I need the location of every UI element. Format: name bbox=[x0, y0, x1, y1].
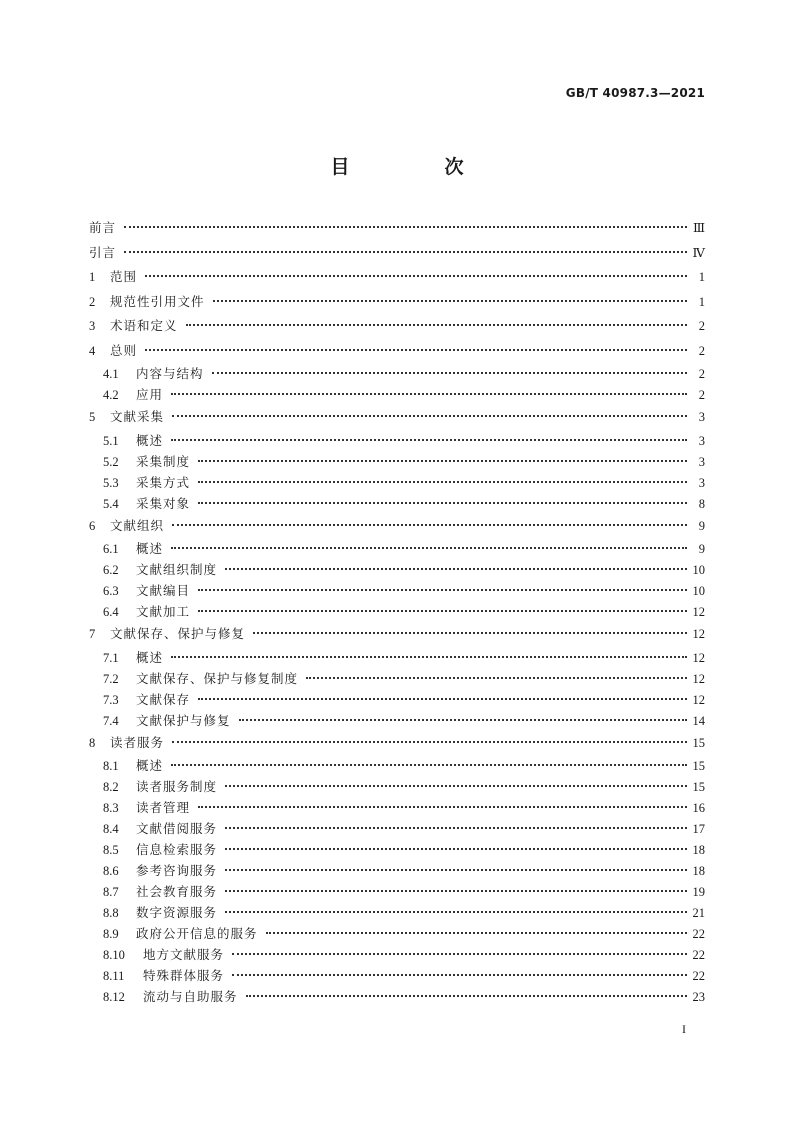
toc-entry[interactable] bbox=[89, 514, 705, 539]
toc-entry[interactable] bbox=[89, 797, 705, 818]
toc-dot-leader bbox=[145, 348, 687, 351]
toc-entry-page: 1 bbox=[698, 294, 705, 309]
toc-dot-leader bbox=[171, 392, 687, 395]
toc-dot-leader bbox=[198, 609, 687, 612]
toc-entry[interactable] bbox=[89, 776, 705, 797]
toc-entry-number: 3 bbox=[89, 319, 96, 333]
toc-entry-page: 2 bbox=[698, 319, 705, 333]
toc-entry-number: 6.1 bbox=[103, 542, 119, 556]
toc-dot-leader bbox=[124, 250, 687, 253]
toc-entry-number: 7.4 bbox=[103, 713, 119, 728]
toc-entry-page: 10 bbox=[692, 584, 705, 598]
toc-entry-page: 2 bbox=[698, 343, 705, 358]
toc-entry-number: 1 bbox=[89, 270, 96, 284]
toc-entry[interactable] bbox=[89, 755, 705, 776]
toc-dot-leader bbox=[225, 567, 687, 570]
toc-entry-page: 18 bbox=[692, 843, 705, 857]
toc-dot-leader bbox=[253, 631, 687, 634]
toc-entry-number: 5 bbox=[89, 410, 96, 424]
toc-dot-leader bbox=[171, 546, 687, 549]
toc-entry-page: 19 bbox=[692, 885, 705, 899]
toc-entry-page: 10 bbox=[692, 563, 705, 577]
toc-entry-page: 12 bbox=[692, 671, 705, 686]
toc-entry-number: 4 bbox=[89, 343, 96, 358]
toc-entry[interactable] bbox=[89, 839, 705, 860]
toc-entry-label: 政府公开信息的服务 bbox=[136, 926, 258, 941]
toc-entry-number: 5.1 bbox=[103, 433, 119, 448]
toc-entry-label: 概述 bbox=[136, 432, 164, 448]
toc-entry-label: 文献组织制度 bbox=[136, 562, 218, 577]
toc-entry-label: 总则 bbox=[110, 342, 138, 358]
toc-dot-leader bbox=[225, 847, 687, 850]
toc-entry-page: 17 bbox=[692, 822, 705, 836]
toc-entry-number: 8.2 bbox=[103, 780, 119, 794]
toc-dot-leader bbox=[225, 826, 687, 829]
toc-entry-label: 概述 bbox=[136, 758, 164, 773]
toc-dot-leader bbox=[213, 299, 687, 302]
toc-entry[interactable] bbox=[89, 622, 705, 647]
toc-entry-number: 6.4 bbox=[103, 605, 119, 619]
toc-dot-leader bbox=[198, 805, 687, 808]
toc-dot-leader bbox=[198, 480, 687, 483]
toc-entry-page: 8 bbox=[698, 496, 705, 511]
toc-entry-label: 读者管理 bbox=[136, 800, 191, 815]
toc-entry[interactable] bbox=[89, 944, 705, 965]
toc-entry[interactable] bbox=[89, 710, 705, 731]
toc-entry-label: 数字资源服务 bbox=[136, 905, 218, 920]
toc-entry[interactable] bbox=[89, 689, 705, 710]
toc-entry[interactable] bbox=[89, 538, 705, 559]
toc-entry-label: 采集方式 bbox=[136, 474, 191, 490]
toc-dot-leader bbox=[198, 459, 687, 462]
toc-entry-page: 3 bbox=[698, 433, 705, 448]
toc-entry-number: 8.9 bbox=[103, 927, 119, 941]
toc-dot-leader bbox=[145, 274, 687, 277]
toc-entry-label: 采集制度 bbox=[136, 453, 191, 469]
toc-entry-label: 文献保存 bbox=[136, 691, 191, 707]
toc-dot-leader bbox=[186, 323, 687, 326]
toc-entry[interactable] bbox=[89, 965, 705, 986]
toc-entry-page: 18 bbox=[692, 864, 705, 878]
toc-entry-label: 特殊群体服务 bbox=[143, 968, 225, 983]
toc-entry-label: 参考咨询服务 bbox=[136, 863, 218, 878]
toc-entry[interactable] bbox=[89, 731, 705, 756]
toc-dot-leader bbox=[266, 931, 687, 934]
toc-entry[interactable] bbox=[89, 601, 705, 622]
toc-entry-page: 22 bbox=[692, 969, 705, 983]
toc-entry-label: 信息检索服务 bbox=[136, 842, 218, 857]
toc-entry-label: 范围 bbox=[110, 269, 138, 284]
toc-entry-number: 7.2 bbox=[103, 671, 119, 686]
toc-entry-number: 6.2 bbox=[103, 563, 119, 577]
toc-entry-page: Ⅲ bbox=[692, 221, 705, 235]
toc-entry-label: 读者服务 bbox=[110, 734, 165, 750]
toc-entry[interactable] bbox=[89, 384, 705, 405]
toc-entry[interactable] bbox=[89, 881, 705, 902]
toc-entry[interactable] bbox=[89, 339, 705, 364]
toc-entry[interactable] bbox=[89, 265, 705, 290]
toc-entry[interactable] bbox=[89, 986, 705, 1007]
toc-entry-number: 5.2 bbox=[103, 454, 119, 469]
toc-entry-page: Ⅳ bbox=[692, 245, 705, 260]
toc-entry-page: 23 bbox=[692, 990, 705, 1004]
toc-entry-page: 9 bbox=[698, 518, 705, 533]
toc-dot-leader bbox=[198, 501, 687, 504]
toc-entry-label: 社会教育服务 bbox=[136, 884, 218, 899]
toc-entry-label: 流动与自助服务 bbox=[143, 989, 238, 1004]
toc-entry-label: 文献保存、保护与修复制度 bbox=[136, 670, 299, 686]
toc-dot-leader bbox=[171, 763, 687, 766]
toc-dot-leader bbox=[232, 973, 687, 976]
toc-entry-page: 3 bbox=[698, 454, 705, 469]
toc-dot-leader bbox=[198, 697, 687, 700]
toc-entry-page: 12 bbox=[692, 650, 705, 665]
toc-dot-leader bbox=[172, 740, 687, 743]
toc-entry-page: 14 bbox=[692, 713, 705, 728]
toc-entry-label: 术语和定义 bbox=[110, 318, 178, 333]
toc-entry-page: 16 bbox=[692, 801, 705, 815]
toc-entry[interactable] bbox=[89, 668, 705, 689]
toc-entry[interactable] bbox=[89, 559, 705, 580]
toc-dot-leader bbox=[212, 371, 687, 374]
toc-entry-label: 规范性引用文件 bbox=[110, 293, 205, 309]
toc-entry-number: 4.1 bbox=[103, 367, 119, 381]
toc-entry[interactable] bbox=[89, 216, 705, 241]
toc-entry-page: 15 bbox=[692, 780, 705, 794]
toc-entry-page: 3 bbox=[698, 410, 705, 424]
toc-entry-page: 22 bbox=[692, 948, 705, 962]
toc-dot-leader bbox=[239, 718, 687, 721]
toc-entry-label: 文献保护与修复 bbox=[136, 712, 231, 728]
table-of-contents bbox=[89, 216, 705, 1007]
toc-entry-page: 3 bbox=[698, 475, 705, 490]
toc-dot-leader bbox=[124, 225, 687, 228]
toc-entry-page: 12 bbox=[692, 692, 705, 707]
toc-dot-leader bbox=[225, 889, 687, 892]
toc-entry[interactable] bbox=[89, 241, 705, 266]
toc-dot-leader bbox=[171, 438, 687, 441]
toc-entry-label: 概述 bbox=[136, 541, 164, 556]
toc-entry-number: 8.4 bbox=[103, 822, 119, 836]
toc-entry-label: 文献编目 bbox=[136, 583, 191, 598]
toc-entry-label: 文献加工 bbox=[136, 604, 191, 619]
toc-entry-label: 应用 bbox=[136, 387, 164, 402]
toc-entry[interactable] bbox=[89, 902, 705, 923]
toc-entry-page: 9 bbox=[698, 542, 705, 556]
toc-entry-page: 22 bbox=[692, 927, 705, 941]
toc-entry-number: 7 bbox=[89, 627, 96, 641]
toc-entry-label: 读者服务制度 bbox=[136, 779, 218, 794]
toc-entry-page: 15 bbox=[692, 759, 705, 773]
toc-entry-page: 15 bbox=[692, 735, 705, 750]
toc-entry-number: 8.5 bbox=[103, 843, 119, 857]
toc-entry-page: 21 bbox=[692, 906, 705, 920]
toc-entry-number: 8.7 bbox=[103, 885, 119, 899]
page-number: I bbox=[682, 1022, 686, 1036]
toc-entry-number: 2 bbox=[89, 294, 96, 309]
toc-entry-label: 内容与结构 bbox=[136, 366, 204, 381]
toc-entry[interactable] bbox=[89, 314, 705, 339]
toc-entry-page: 12 bbox=[692, 627, 705, 641]
toc-entry-number: 8.6 bbox=[103, 864, 119, 878]
page-title: 目 次 bbox=[330, 156, 502, 178]
toc-entry-number: 8.11 bbox=[103, 969, 125, 983]
toc-entry-number: 6.3 bbox=[103, 584, 119, 598]
toc-dot-leader bbox=[246, 994, 687, 997]
toc-entry-label: 文献保存、保护与修复 bbox=[110, 626, 246, 641]
toc-entry-label: 地方文献服务 bbox=[143, 947, 225, 962]
toc-entry-page: 2 bbox=[698, 388, 705, 402]
toc-entry-number: 8.1 bbox=[103, 759, 119, 773]
toc-dot-leader bbox=[172, 523, 687, 526]
toc-entry-label: 文献采集 bbox=[110, 409, 165, 424]
toc-entry-label: 文献借阅服务 bbox=[136, 821, 218, 836]
toc-dot-leader bbox=[225, 868, 687, 871]
toc-dot-leader bbox=[232, 952, 687, 955]
toc-entry[interactable] bbox=[89, 860, 705, 881]
toc-entry[interactable] bbox=[89, 451, 705, 472]
toc-entry-number: 7.3 bbox=[103, 692, 119, 707]
toc-entry-number: 8.12 bbox=[103, 990, 125, 1004]
toc-entry-number: 7.1 bbox=[103, 650, 119, 665]
toc-entry[interactable] bbox=[89, 923, 705, 944]
toc-entry-number: 4.2 bbox=[103, 388, 119, 402]
toc-entry-number: 6 bbox=[89, 518, 96, 533]
toc-entry-page: 12 bbox=[692, 605, 705, 619]
toc-entry-number: 8 bbox=[89, 735, 96, 750]
toc-entry[interactable] bbox=[89, 647, 705, 668]
toc-dot-leader bbox=[225, 910, 687, 913]
toc-dot-leader bbox=[172, 414, 687, 417]
toc-entry-label: 概述 bbox=[136, 649, 164, 665]
toc-dot-leader bbox=[171, 655, 687, 658]
toc-entry[interactable] bbox=[89, 818, 705, 839]
toc-entry[interactable] bbox=[89, 405, 705, 430]
toc-dot-leader bbox=[306, 676, 687, 679]
toc-entry-label: 引言 bbox=[89, 244, 117, 260]
toc-entry-label: 采集对象 bbox=[136, 495, 191, 511]
toc-entry-number: 5.3 bbox=[103, 475, 119, 490]
toc-dot-leader bbox=[225, 784, 687, 787]
toc-entry[interactable] bbox=[89, 290, 705, 315]
standard-number: GB/T 40987.3—2021 bbox=[565, 86, 705, 100]
toc-entry[interactable] bbox=[89, 430, 705, 451]
toc-entry-number: 5.4 bbox=[103, 496, 119, 511]
toc-dot-leader bbox=[198, 588, 687, 591]
toc-entry[interactable] bbox=[89, 472, 705, 493]
toc-entry-label: 前言 bbox=[89, 220, 117, 235]
toc-entry[interactable] bbox=[89, 493, 705, 514]
toc-entry-label: 文献组织 bbox=[110, 517, 165, 533]
toc-entry[interactable] bbox=[89, 363, 705, 384]
toc-entry-page: 1 bbox=[698, 270, 705, 284]
toc-entry[interactable] bbox=[89, 580, 705, 601]
toc-entry-number: 8.3 bbox=[103, 801, 119, 815]
toc-entry-page: 2 bbox=[698, 367, 705, 381]
toc-entry-number: 8.8 bbox=[103, 906, 119, 920]
toc-entry-number: 8.10 bbox=[103, 948, 125, 962]
